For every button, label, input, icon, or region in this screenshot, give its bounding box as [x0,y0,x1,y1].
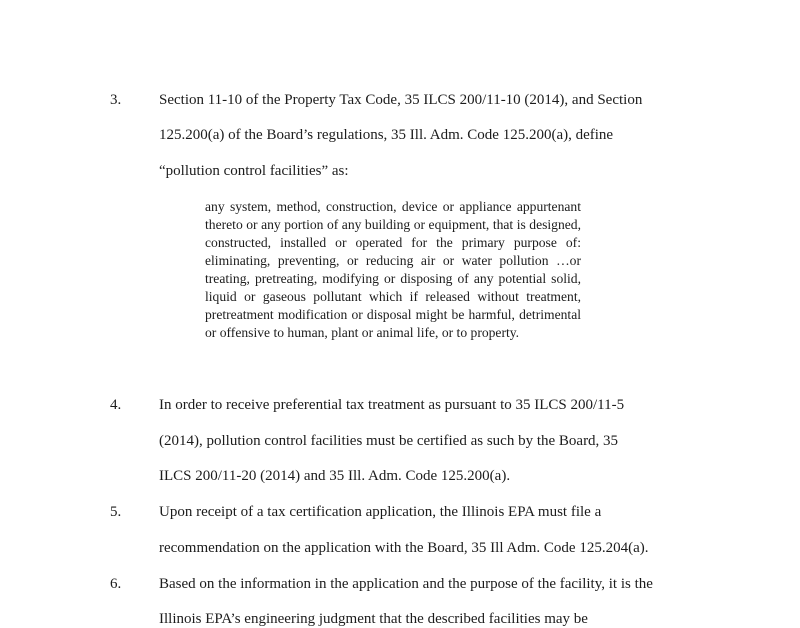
paragraph-line: recommendation on the application with the Board, 35 Ill Adm. Code 125.204(a). [159,540,649,556]
paragraph-line: Section 11-10 of the Property Tax Code, 35 ILCS 200/11-10 (2014), and Section [159,92,643,108]
paragraph-line: Illinois EPA’s engineering judgment that the described facilities may be [159,611,588,627]
paragraph-number: 6. [110,576,122,592]
paragraph-line: “pollution control facilities” as: [159,163,349,179]
paragraph-line: 125.200(a) of the Board’s regulations, 35 Ill. Adm. Code 125.200(a), define [159,127,614,143]
paragraph-number: 3. [110,92,122,108]
paragraph-line: In order to receive preferential tax treatment as pursuant to 35 ILCS 200/11-5 [159,397,625,413]
block-quote: any system, method, construction, device or appliance appurtenant thereto or any portion of any building or equipment, that is designed, constructed, installed or operated for the primary purpose of: eliminating, preventing, or reducing air or water pollution …or treating, pretreating, modifying or disposing of any potential solid, liquid or gaseous pollutant which if released without treatment, pretreatment modification or disposal might be harmful, detrimental or offensive to human, plant or animal life, or to property. [205,199,581,340]
paragraph-line: (2014), pollution control facilities must be certified as such by the Board, 35 [159,433,619,449]
paragraph-line: ILCS 200/11-20 (2014) and 35 Ill. Adm. Code 125.200(a). [159,468,511,484]
paragraph-number: 5. [110,504,122,520]
paragraph-number: 4. [110,397,122,413]
paragraph-line: Upon receipt of a tax certification application, the Illinois EPA must file a [159,504,602,520]
paragraph-line: Based on the information in the application and the purpose of the facility, it is the [159,576,653,592]
